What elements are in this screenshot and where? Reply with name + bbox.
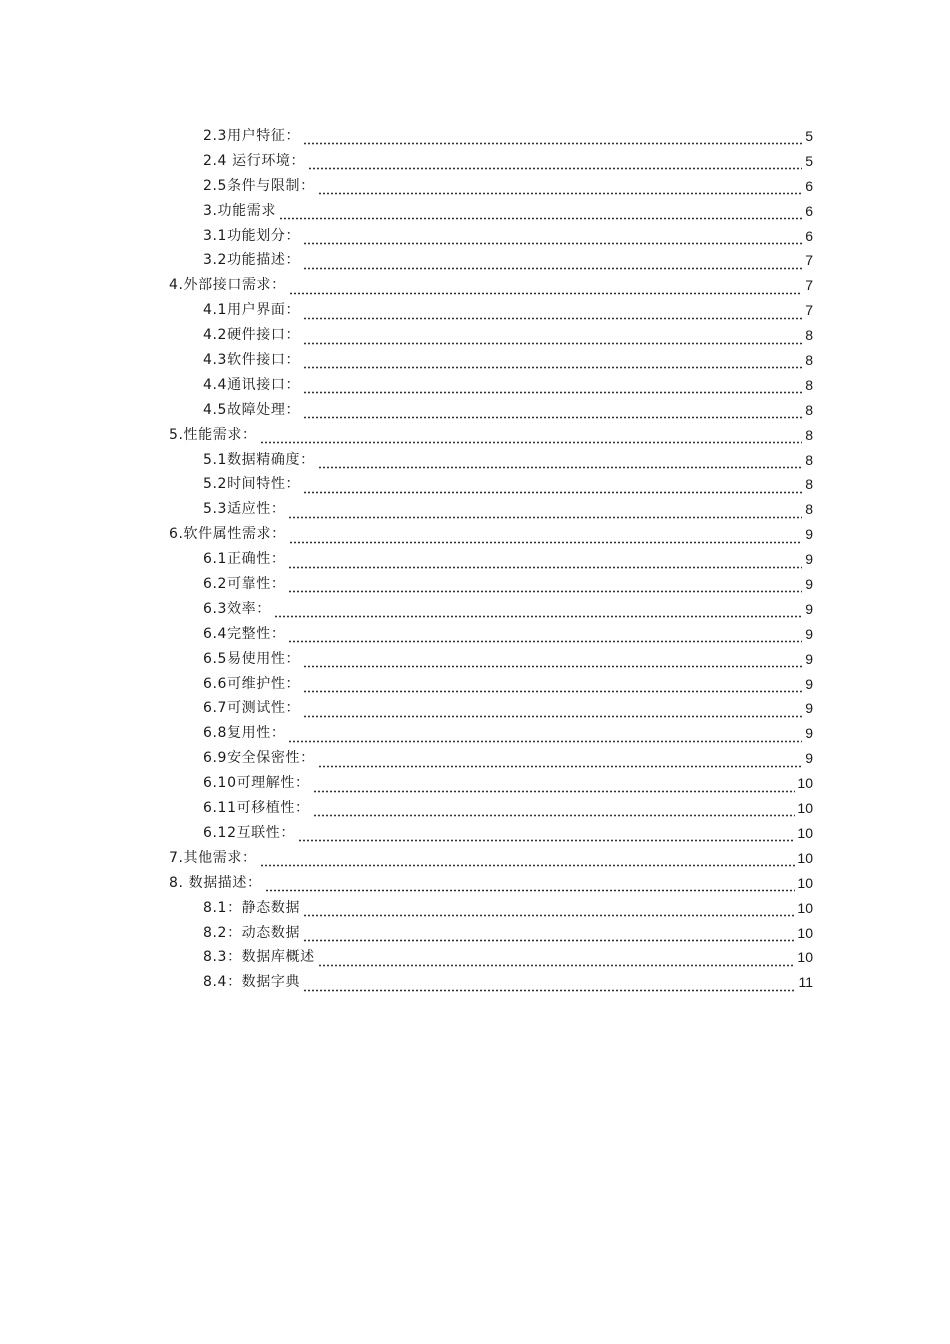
- toc-entry-page-number: 8: [805, 426, 813, 443]
- toc-dot-leader: [274, 604, 802, 618]
- toc-dot-leader: [260, 430, 802, 444]
- toc-entry-label: 8.4：数据字典: [203, 974, 301, 991]
- toc-dot-leader: [265, 878, 796, 892]
- toc-entry[interactable]: [0, 945, 813, 970]
- toc-entry[interactable]: [0, 448, 813, 473]
- toc-entry[interactable]: [0, 472, 813, 497]
- toc-entry-page-number: 10: [797, 849, 813, 866]
- toc-entry-page-number: 9: [805, 750, 813, 767]
- toc-dot-leader: [303, 256, 802, 270]
- toc-dot-leader: [318, 754, 802, 768]
- toc-entry-label: 5.性能需求：: [169, 426, 257, 443]
- toc-entry-label: 4.5故障处理：: [203, 401, 301, 418]
- table-of-contents: [0, 124, 950, 995]
- toc-entry[interactable]: [0, 547, 813, 572]
- toc-entry[interactable]: [0, 224, 813, 249]
- toc-dot-leader: [298, 828, 795, 842]
- toc-entry[interactable]: [0, 647, 813, 672]
- toc-dot-leader: [303, 928, 795, 942]
- toc-entry-label: 6.8复用性：: [203, 725, 286, 742]
- toc-entry-label: 4.3软件接口：: [203, 352, 301, 369]
- toc-entry-label: 6.12互联性：: [203, 824, 295, 841]
- toc-entry-label: 4.1用户界面：: [203, 302, 301, 319]
- toc-dot-leader: [303, 405, 802, 419]
- toc-entry[interactable]: [0, 821, 813, 846]
- toc-entry-label: 2.4 运行环境：: [203, 152, 306, 169]
- toc-entry-label: 6.软件属性需求：: [169, 526, 286, 543]
- toc-entry-label: 6.4完整性：: [203, 625, 286, 642]
- toc-entry[interactable]: [0, 871, 813, 896]
- toc-entry[interactable]: [0, 522, 813, 547]
- toc-entry-label: 2.5条件与限制：: [203, 177, 315, 194]
- toc-entry-page-number: 7: [805, 302, 813, 319]
- toc-entry[interactable]: [0, 497, 813, 522]
- toc-entry-page-number: 10: [797, 949, 813, 966]
- toc-entry[interactable]: [0, 597, 813, 622]
- toc-entry-label: 6.2可靠性：: [203, 576, 286, 593]
- toc-entry-label: 6.9安全保密性：: [203, 750, 315, 767]
- toc-dot-leader: [303, 978, 796, 992]
- toc-entry[interactable]: [0, 672, 813, 697]
- toc-entry[interactable]: [0, 124, 813, 149]
- toc-entry-page-number: 7: [805, 252, 813, 269]
- toc-dot-leader: [303, 331, 802, 345]
- toc-entry[interactable]: [0, 373, 813, 398]
- toc-entry-label: 4.2硬件接口：: [203, 327, 301, 344]
- toc-entry[interactable]: [0, 796, 813, 821]
- toc-entry-page-number: 6: [805, 202, 813, 219]
- toc-dot-leader: [303, 380, 802, 394]
- toc-entry-label: 8.2：动态数据: [203, 924, 301, 941]
- toc-dot-leader: [318, 455, 802, 469]
- toc-entry-label: 6.5易使用性：: [203, 650, 301, 667]
- toc-entry-page-number: 6: [805, 177, 813, 194]
- toc-dot-leader: [289, 530, 802, 544]
- toc-dot-leader: [303, 679, 802, 693]
- toc-dot-leader: [313, 803, 796, 817]
- toc-dot-leader: [318, 953, 796, 967]
- toc-dot-leader: [288, 555, 802, 569]
- toc-entry[interactable]: [0, 721, 813, 746]
- toc-entry[interactable]: [0, 970, 813, 995]
- toc-entry-page-number: 8: [805, 327, 813, 344]
- toc-entry[interactable]: [0, 149, 813, 174]
- toc-entry-label: 5.1数据精确度：: [203, 451, 315, 468]
- toc-entry-page-number: 10: [797, 874, 813, 891]
- toc-entry-label: 8.3：数据库概述: [203, 949, 315, 966]
- toc-entry[interactable]: [0, 622, 813, 647]
- toc-entry[interactable]: [0, 896, 813, 921]
- toc-entry-label: 7.其他需求：: [169, 849, 257, 866]
- toc-entry-label: 3.1功能划分：: [203, 227, 301, 244]
- toc-entry-page-number: 9: [805, 625, 813, 642]
- toc-entry[interactable]: [0, 746, 813, 771]
- toc-entry-page-number: 7: [805, 277, 813, 294]
- toc-dot-leader: [303, 654, 802, 668]
- toc-dot-leader: [288, 505, 802, 519]
- toc-entry-label: 4.4通讯接口：: [203, 376, 301, 393]
- toc-entry-page-number: 9: [805, 526, 813, 543]
- toc-entry-label: 8. 数据描述：: [169, 874, 262, 891]
- toc-entry-page-number: 5: [805, 128, 813, 144]
- toc-entry-page-number: 10: [797, 775, 813, 792]
- toc-dot-leader: [303, 306, 802, 320]
- toc-entry-label: 6.6可维护性：: [203, 675, 301, 692]
- toc-entry-page-number: 8: [805, 451, 813, 468]
- toc-entry-page-number: 11: [798, 974, 813, 991]
- toc-entry[interactable]: [0, 248, 813, 273]
- toc-entry-page-number: 9: [805, 725, 813, 742]
- toc-entry[interactable]: [0, 572, 813, 597]
- toc-entry[interactable]: [0, 348, 813, 373]
- toc-entry-page-number: 10: [797, 824, 813, 841]
- toc-dot-leader: [303, 131, 802, 145]
- toc-dot-leader: [303, 704, 802, 718]
- toc-entry-label: 6.1正确性：: [203, 551, 286, 568]
- toc-entry-label: 2.3用户特征：: [203, 128, 301, 144]
- toc-dot-leader: [308, 156, 802, 170]
- toc-entry-label: 5.2时间特性：: [203, 476, 301, 493]
- toc-entry-page-number: 8: [805, 376, 813, 393]
- toc-entry[interactable]: [0, 423, 813, 448]
- toc-dot-leader: [318, 181, 802, 195]
- toc-entry-label: 4.外部接口需求：: [169, 277, 286, 294]
- toc-entry-label: 3.功能需求: [203, 202, 276, 219]
- toc-entry[interactable]: [0, 398, 813, 423]
- toc-dot-leader: [303, 355, 802, 369]
- toc-entry-page-number: 8: [805, 501, 813, 518]
- toc-dot-leader: [303, 231, 802, 245]
- toc-dot-leader: [288, 729, 802, 743]
- toc-entry-page-number: 5: [805, 152, 813, 169]
- toc-entry[interactable]: [0, 298, 813, 323]
- toc-entry-label: 5.3适应性：: [203, 501, 286, 518]
- toc-dot-leader: [288, 579, 802, 593]
- toc-entry-label: 6.7可测试性：: [203, 700, 301, 717]
- toc-dot-leader: [303, 903, 795, 917]
- toc-entry-label: 6.10可理解性：: [203, 775, 310, 792]
- toc-entry-page-number: 9: [805, 600, 813, 617]
- toc-entry[interactable]: [0, 199, 813, 224]
- toc-entry[interactable]: [0, 771, 813, 796]
- toc-entry-page-number: 6: [805, 227, 813, 244]
- toc-entry-page-number: 9: [805, 650, 813, 667]
- toc-entry-page-number: 10: [797, 899, 813, 916]
- toc-entry[interactable]: [0, 921, 813, 946]
- toc-dot-leader: [289, 281, 802, 295]
- toc-entry-page-number: 10: [797, 800, 813, 817]
- toc-entry[interactable]: [0, 696, 813, 721]
- toc-entry[interactable]: [0, 273, 813, 298]
- toc-list: [0, 124, 813, 995]
- toc-dot-leader: [313, 779, 796, 793]
- toc-entry[interactable]: [0, 323, 813, 348]
- toc-dot-leader: [279, 206, 802, 220]
- toc-entry-label: 6.3效率：: [203, 600, 271, 617]
- toc-entry-page-number: 9: [805, 675, 813, 692]
- toc-entry-page-number: 8: [805, 401, 813, 418]
- toc-entry-page-number: 8: [805, 476, 813, 493]
- toc-entry-page-number: 8: [805, 352, 813, 369]
- toc-entry-page-number: 9: [805, 700, 813, 717]
- toc-entry-page-number: 10: [797, 924, 813, 941]
- toc-dot-leader: [288, 629, 802, 643]
- toc-entry-label: 8.1：静态数据: [203, 899, 301, 916]
- toc-entry[interactable]: [0, 846, 813, 871]
- toc-dot-leader: [303, 480, 802, 494]
- toc-entry-label: 6.11可移植性：: [203, 800, 310, 817]
- toc-entry[interactable]: [0, 174, 813, 199]
- toc-entry-page-number: 9: [805, 551, 813, 568]
- toc-entry-page-number: 9: [805, 576, 813, 593]
- toc-dot-leader: [260, 853, 796, 867]
- toc-entry-label: 3.2功能描述：: [203, 252, 301, 269]
